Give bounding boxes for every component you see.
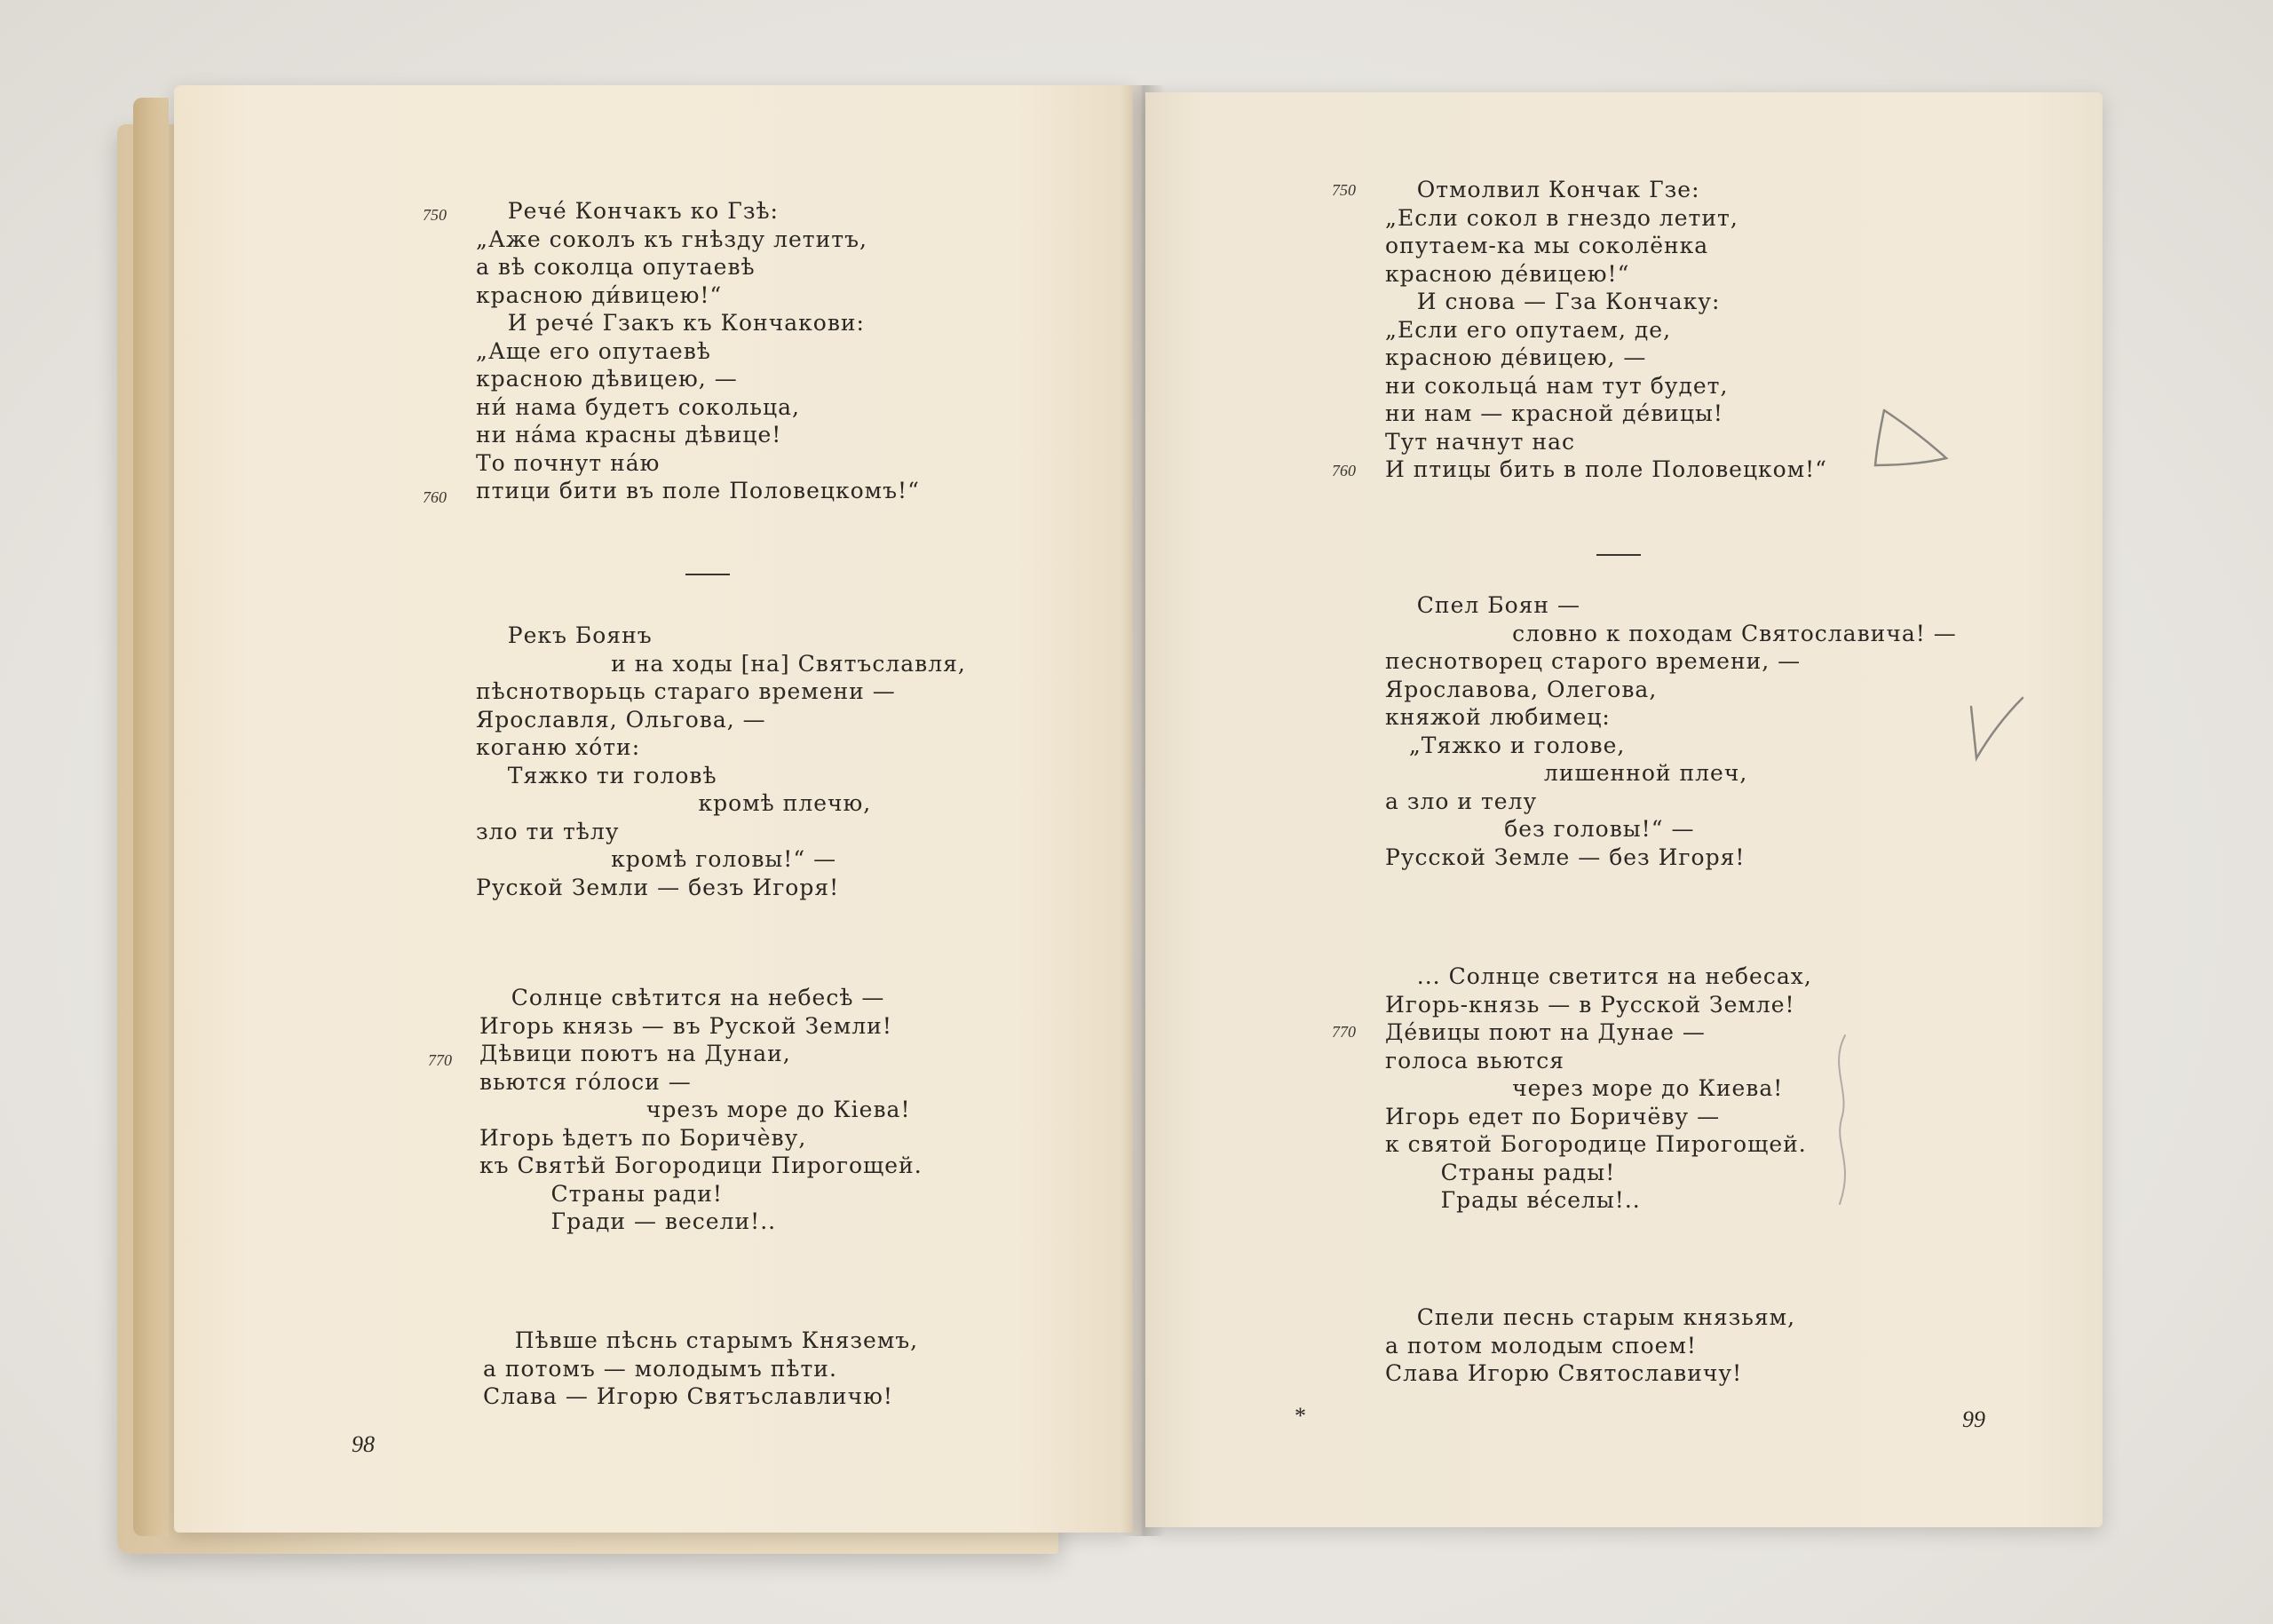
- verse-line: Гради — весели!..: [479, 1208, 777, 1234]
- verse-line: ... Солнце светится на небесах,: [1385, 963, 1812, 989]
- verse-line: Ярославова, Олегова,: [1385, 676, 1658, 702]
- verse-line: Русской Земле — без Игоря!: [1385, 844, 1746, 870]
- verse-line: песнотворец старого времени, —: [1385, 648, 1802, 674]
- page-number-right: 99: [1962, 1406, 1985, 1432]
- verse-line: То почнут на́ю: [476, 449, 661, 476]
- verse-line: Рече́ Кончакъ ко Гзѣ:: [476, 198, 779, 224]
- verse-line: Руской Земли — безъ Игоря!: [476, 874, 840, 900]
- line-number-760-right: 760: [1332, 462, 1356, 479]
- book-spine-edge: [133, 98, 169, 1536]
- verse-line: Солнце свѣтится на небесѣ —: [479, 985, 885, 1010]
- verse-line: ни нам — красной де́вицы!: [1385, 400, 1723, 426]
- right-stanza-3: [1385, 963, 1812, 1215]
- pencil-check-mark: [1959, 693, 2030, 764]
- verse-line: Грады ве́селы!..: [1385, 1187, 1641, 1213]
- verse-line: Страны ради!: [479, 1180, 723, 1207]
- section-divider-left: [685, 574, 730, 575]
- right-stanza-4: [1385, 1303, 1795, 1388]
- verse-line: лишенной плеч,: [1385, 760, 1748, 786]
- verse-line: коганю хо́ти:: [476, 734, 641, 760]
- verse-line: кромѣ плечю,: [476, 790, 872, 816]
- verse-line: красною дѣвицею, —: [476, 366, 738, 392]
- verse-line: ни на́ма красны дѣвице!: [476, 422, 782, 448]
- line-number-750-left: 750: [423, 206, 447, 224]
- verse-line: Де́вицы поют на Дунае —: [1385, 1019, 1706, 1045]
- page-number-left: 98: [352, 1431, 375, 1457]
- verse-line: зло ти тѣлу: [476, 818, 620, 844]
- line-number-750-right: 750: [1332, 181, 1356, 199]
- verse-line: „Аще его опутаевѣ: [476, 337, 711, 364]
- verse-line: кромѣ головы!“ —: [476, 846, 837, 872]
- right-stanza-1: [1385, 176, 1827, 484]
- left-stanza-2: [476, 622, 966, 901]
- verse-line: голоса вьются: [1385, 1047, 1564, 1073]
- verse-line: чрезъ море до Кіева!: [479, 1097, 911, 1122]
- verse-line: Спел Боян —: [1385, 592, 1581, 618]
- footnote-asterisk: *: [1295, 1403, 1306, 1429]
- verse-line: красною ди́вицею!“: [476, 281, 723, 308]
- verse-line: къ Святѣй Богородици Пирогощей.: [479, 1153, 923, 1178]
- verse-line: Отмолвил Кончак Гзе:: [1385, 177, 1700, 202]
- verse-line: Игорь-князь — в Русской Земле!: [1385, 991, 1795, 1018]
- verse-line: Слава Игорю Святославичу!: [1385, 1360, 1743, 1386]
- verse-line: Рекъ Боянъ: [476, 622, 653, 648]
- verse-line: „Если сокол в гнездо летит,: [1385, 204, 1738, 231]
- verse-line: „Аже соколъ къ гнѣзду летитъ,: [476, 226, 867, 252]
- verse-line: а потомъ — молодымъ пѣти.: [483, 1355, 837, 1382]
- verse-line: княжой любимец:: [1385, 704, 1611, 730]
- verse-line: „Тяжко и голове,: [1385, 732, 1626, 758]
- verse-line: красною де́вицею!“: [1385, 260, 1630, 287]
- pencil-margin-squiggle: [1824, 1030, 1859, 1208]
- verse-line: птици бити въ поле Половецкомъ!“: [476, 478, 920, 503]
- verse-line: пѣснотворьць стараго времени —: [476, 678, 896, 704]
- pencil-triangle-mark: [1865, 401, 1953, 481]
- verse-line: Игорь едет по Боричёву —: [1385, 1103, 1721, 1129]
- verse-line: к святой Богородице Пирогощей.: [1385, 1131, 1807, 1157]
- verse-line: ни сокольца́ нам тут будет,: [1385, 372, 1729, 399]
- verse-line: без головы!“ —: [1385, 816, 1695, 842]
- verse-line: ни́ нама будетъ сокольца,: [476, 393, 800, 420]
- verse-line: Игорь князь — въ Руской Земли!: [479, 1012, 892, 1039]
- verse-line: Страны рады!: [1385, 1159, 1616, 1185]
- verse-line: красною де́вицею, —: [1385, 345, 1647, 370]
- verse-line: Ярославля, Ольгова, —: [476, 706, 766, 733]
- verse-line: вьются го́лоси —: [479, 1068, 692, 1095]
- verse-line: Спели песнь старым князьям,: [1385, 1304, 1796, 1330]
- verse-line: Слава — Игорю Святъславличю!: [483, 1383, 893, 1409]
- line-number-770-left: 770: [428, 1051, 452, 1069]
- line-number-760-left: 760: [423, 488, 447, 506]
- right-stanza-2: [1385, 591, 1957, 871]
- verse-line: опутаем-ка мы соколёнка: [1385, 233, 1709, 258]
- verse-line: И рече́ Гзакъ къ Кончакови:: [476, 310, 865, 336]
- verse-line: Игорь ѣдетъ по Боричѐву,: [479, 1124, 807, 1151]
- line-number-770-right: 770: [1332, 1023, 1356, 1041]
- verse-line: а вѣ соколца опутаевѣ: [476, 254, 756, 280]
- verse-line: И снова — Гза Кончаку:: [1385, 289, 1721, 314]
- verse-line: через море до Киева!: [1385, 1075, 1784, 1101]
- left-stanza-3: [479, 984, 923, 1236]
- verse-line: а зло и телу: [1385, 788, 1538, 814]
- left-stanza-4: [483, 1327, 918, 1411]
- verse-line: Пѣвше пѣснь старымъ Княземъ,: [483, 1327, 919, 1353]
- verse-line: и на ходы [на] Святъславля,: [476, 650, 966, 677]
- verse-line: Тяжко ти головѣ: [476, 762, 717, 788]
- verse-line: Дѣвици поютъ на Дунаи,: [479, 1041, 791, 1066]
- verse-line: а потом молодым споем!: [1385, 1332, 1697, 1359]
- left-stanza-1: [476, 197, 920, 505]
- verse-line: „Если его опутаем, де,: [1385, 316, 1672, 343]
- section-divider-right: [1596, 554, 1641, 556]
- verse-line: Тут начнут нас: [1385, 428, 1575, 455]
- verse-line: словно к походам Святославича! —: [1385, 620, 1957, 646]
- verse-line: И птицы бить в поле Половецком!“: [1385, 456, 1827, 482]
